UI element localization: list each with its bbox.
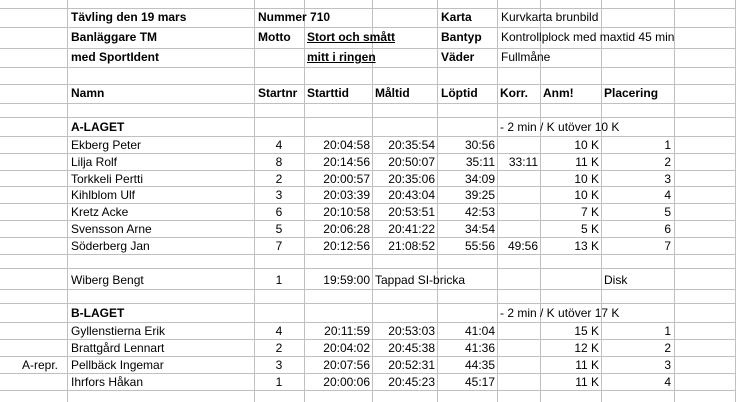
runner-place: 4 (664, 188, 671, 202)
runner-name: Torkkeli Pertti (71, 172, 144, 186)
column-header-corrected: Korr. (500, 86, 529, 100)
column-header-finishtime: Måltid (375, 86, 410, 100)
runner-finishtime: 20:52:31 (388, 358, 435, 372)
runner-runtime: 35:11 (465, 155, 495, 169)
runner-corrected-time: 49:56 (507, 239, 538, 253)
disqualified-runner-remark: Tappad SI-bricka (375, 273, 466, 287)
runner-runtime: 30:56 (464, 138, 495, 152)
runner-starttime: 20:11:59 (324, 324, 370, 338)
runner-starttime: 20:12:56 (323, 239, 370, 253)
weather-value: Fullmåne (501, 50, 551, 64)
runner-startnr: 4 (275, 324, 283, 338)
runner-controls: 13 K (574, 239, 599, 253)
runner-name: Ihrfors Håkan (71, 375, 144, 389)
runner-place: 7 (664, 239, 671, 253)
runner-controls: 11 K (575, 155, 599, 169)
runner-place: 6 (664, 222, 671, 236)
runner-finishtime: 20:41:22 (388, 222, 435, 236)
runner-finishtime: 20:53:51 (388, 205, 435, 219)
runner-runtime: 41:36 (464, 341, 495, 355)
runner-starttime: 20:04:58 (323, 138, 370, 152)
runner-prefix: A-repr. (22, 358, 59, 372)
runner-place: 2 (664, 155, 671, 169)
column-header-runtime: Löptid (441, 86, 478, 100)
motto-line-1: Stort och smått (307, 30, 396, 44)
runner-startnr: 2 (275, 172, 283, 186)
runner-starttime: 20:07:56 (323, 358, 370, 372)
runner-controls: 11 K (575, 358, 599, 372)
motto-label: Motto (258, 30, 291, 44)
runner-place: 3 (664, 358, 671, 372)
column-header-note: Anm! (543, 86, 574, 100)
runner-finishtime: 21:08:52 (388, 239, 435, 253)
runner-starttime: 20:00:57 (323, 172, 370, 186)
runner-controls: 7 K (580, 205, 599, 219)
runner-controls: 5 K (580, 222, 599, 236)
runner-runtime: 44:35 (464, 358, 495, 372)
runner-starttime: 20:04:02 (323, 341, 370, 355)
runner-controls: 11 K (575, 375, 599, 389)
disqualified-runner-status: Disk (604, 273, 628, 287)
disqualified-runner-startnr: 1 (275, 273, 283, 287)
runner-finishtime: 20:53:03 (388, 324, 435, 338)
runner-name: Gyllenstierna Erik (71, 324, 166, 338)
runner-runtime: 39:25 (464, 188, 495, 202)
runner-starttime: 20:06:28 (323, 222, 370, 236)
runner-corrected-time: 33:11 (508, 155, 538, 169)
runner-name: Brattgård Lennart (71, 341, 165, 355)
runner-startnr: 2 (275, 341, 283, 355)
runner-startnr: 5 (275, 222, 283, 236)
grid-line (67, 0, 68, 402)
runner-runtime: 34:54 (464, 222, 495, 236)
runner-controls: 10 K (574, 188, 599, 202)
runner-startnr: 6 (275, 205, 283, 219)
timing-system: med SportIdent (71, 50, 160, 64)
runner-runtime: 41:04 (464, 324, 495, 338)
team-a-title: A-LAGET (71, 120, 125, 134)
runner-starttime: 20:00:06 (323, 375, 370, 389)
team-b-title: B-LAGET (71, 306, 125, 320)
runner-name: Ekberg Peter (71, 138, 142, 152)
runner-startnr: 7 (275, 239, 283, 253)
team-b-rule: - 2 min / K utöver 17 K (500, 306, 620, 320)
map-value: Kurvkarta brunbild (501, 10, 599, 24)
runner-startnr: 3 (275, 188, 283, 202)
runner-finishtime: 20:45:23 (388, 375, 435, 389)
runner-name: Lilja Rolf (71, 155, 118, 169)
runner-place: 4 (664, 375, 671, 389)
column-header-name: Namn (71, 86, 105, 100)
team-a-rule: - 2 min / K utöver 10 K (500, 120, 620, 134)
runner-place: 5 (664, 205, 671, 219)
runner-name: Svensson Arne (71, 222, 152, 236)
disqualified-runner-starttime: 19:59:00 (323, 273, 370, 287)
runner-finishtime: 20:50:07 (388, 155, 435, 169)
column-header-startnr: Startnr (258, 86, 298, 100)
column-header-place: Placering (604, 86, 659, 100)
runner-finishtime: 20:35:06 (388, 172, 435, 186)
disqualified-runner-name: Wiberg Bengt (71, 273, 144, 287)
runner-starttime: 20:10:58 (323, 205, 370, 219)
runner-finishtime: 20:35:54 (388, 138, 435, 152)
runner-place: 1 (664, 324, 671, 338)
runner-name: Pellbäck Ingemar (71, 358, 164, 372)
runner-controls: 10 K (574, 172, 599, 186)
column-header-starttime: Starttid (307, 86, 349, 100)
course-type-value: Kontrollplock med maxtid 45 min (501, 30, 675, 44)
course-setter: Banläggare TM (71, 30, 158, 44)
runner-starttime: 20:14:56 (323, 155, 370, 169)
runner-runtime: 55:56 (464, 239, 495, 253)
course-type-label: Bantyp (441, 30, 482, 44)
runner-name: Söderberg Jan (71, 239, 150, 253)
runner-controls: 10 K (574, 138, 599, 152)
runner-name: Kihlblom Ulf (71, 188, 136, 202)
runner-starttime: 20:03:39 (323, 188, 370, 202)
runner-startnr: 4 (275, 138, 283, 152)
runner-runtime: 45:17 (464, 375, 495, 389)
motto-line-2: mitt i ringen (307, 50, 376, 64)
runner-name: Kretz Acke (71, 205, 129, 219)
weather-label: Väder (441, 50, 475, 64)
runner-place: 1 (664, 138, 671, 152)
runner-place: 3 (664, 172, 671, 186)
runner-runtime: 34:09 (464, 172, 495, 186)
grid-line (674, 0, 675, 402)
runner-controls: 12 K (574, 341, 599, 355)
runner-runtime: 42:53 (464, 205, 495, 219)
runner-startnr: 1 (275, 375, 283, 389)
runner-finishtime: 20:43:04 (388, 188, 435, 202)
runner-startnr: 3 (275, 358, 283, 372)
runner-finishtime: 20:45:38 (388, 341, 435, 355)
runner-startnr: 8 (275, 155, 283, 169)
runner-controls: 15 K (574, 324, 599, 338)
competition-number: Nummer 710 (258, 10, 331, 24)
competition-title: Tävling den 19 mars (71, 10, 187, 24)
runner-place: 2 (664, 341, 671, 355)
map-label: Karta (441, 10, 472, 24)
